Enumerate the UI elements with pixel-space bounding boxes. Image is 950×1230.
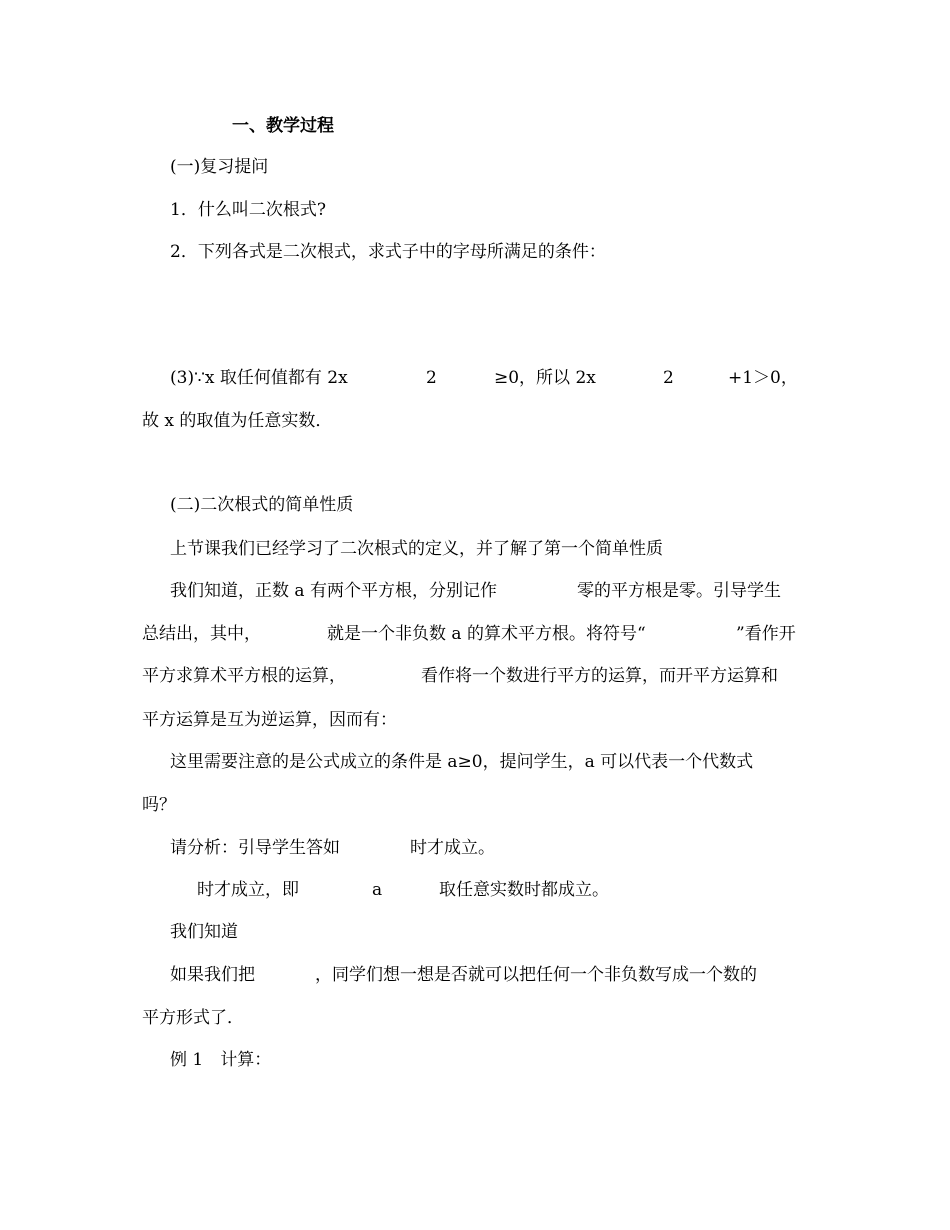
paragraph-4-b: 时才成立。: [410, 838, 495, 858]
paragraph-2-line-2-c: ”看作开: [736, 624, 796, 644]
answer-3-text-a: (3)∵x 取任何值都有 2x: [170, 368, 348, 388]
question-1: 1．什么叫二次根式?: [170, 200, 326, 220]
paragraph-2-line-1-a: 我们知道，正数 a 有两个平方根，分别记作: [170, 581, 497, 601]
paragraph-7-line-2: 平方形式了．: [142, 1008, 244, 1028]
paragraph-5-a: 时才成立，即: [197, 880, 299, 900]
question-2: 2．下列各式是二次根式，求式子中的字母所满足的条件：: [170, 242, 606, 262]
paragraph-4-a: 请分析：引导学生答如: [170, 838, 340, 858]
paragraph-5-b: a: [372, 880, 383, 900]
paragraph-2-line-3-a: 平方求算术平方根的运算，: [142, 666, 346, 686]
paragraph-7-line-1-b: ，同学们想一想是否就可以把任何一个非负数写成一个数的: [315, 965, 757, 985]
paragraph-1: 上节课我们已经学习了二次根式的定义，并了解了第一个简单性质: [170, 539, 663, 559]
section-heading: 一、教学过程: [232, 116, 334, 136]
paragraph-3-line-2: 吗？: [142, 795, 176, 815]
section1-title: (一)复习提问: [170, 157, 269, 177]
paragraph-2-line-2-b: 就是一个非负数 a 的算术平方根。将符号“: [327, 624, 646, 644]
paragraph-2-line-3-b: 看作将一个数进行平方的运算，而开平方运算和: [421, 666, 778, 686]
answer-3-exponent-2: 2: [663, 368, 674, 388]
answer-3-text-e: +1＞0，: [728, 368, 798, 388]
answer-3-text-c: ≥0，所以 2x: [494, 368, 596, 388]
paragraph-7-line-1-a: 如果我们把: [170, 965, 255, 985]
paragraph-3-line-1: 这里需要注意的是公式成立的条件是 a≥0，提问学生，a 可以代表一个代数式: [170, 752, 754, 772]
paragraph-2-line-4: 平方运算是互为逆运算，因而有：: [142, 710, 397, 730]
answer-3-line-2: 故 x 的取值为任意实数．: [142, 411, 333, 431]
paragraph-6: 我们知道: [170, 922, 238, 942]
paragraph-2-line-2-a: 总结出，其中，: [142, 624, 261, 644]
answer-3-exponent-1: 2: [426, 368, 437, 388]
example-1-label: 例 1 计算：: [170, 1050, 272, 1070]
paragraph-2-line-1-b: 零的平方根是零。引导学生: [577, 581, 781, 601]
paragraph-5-c: 取任意实数时都成立。: [439, 880, 609, 900]
section2-title: (二)二次根式的简单性质: [170, 495, 354, 515]
